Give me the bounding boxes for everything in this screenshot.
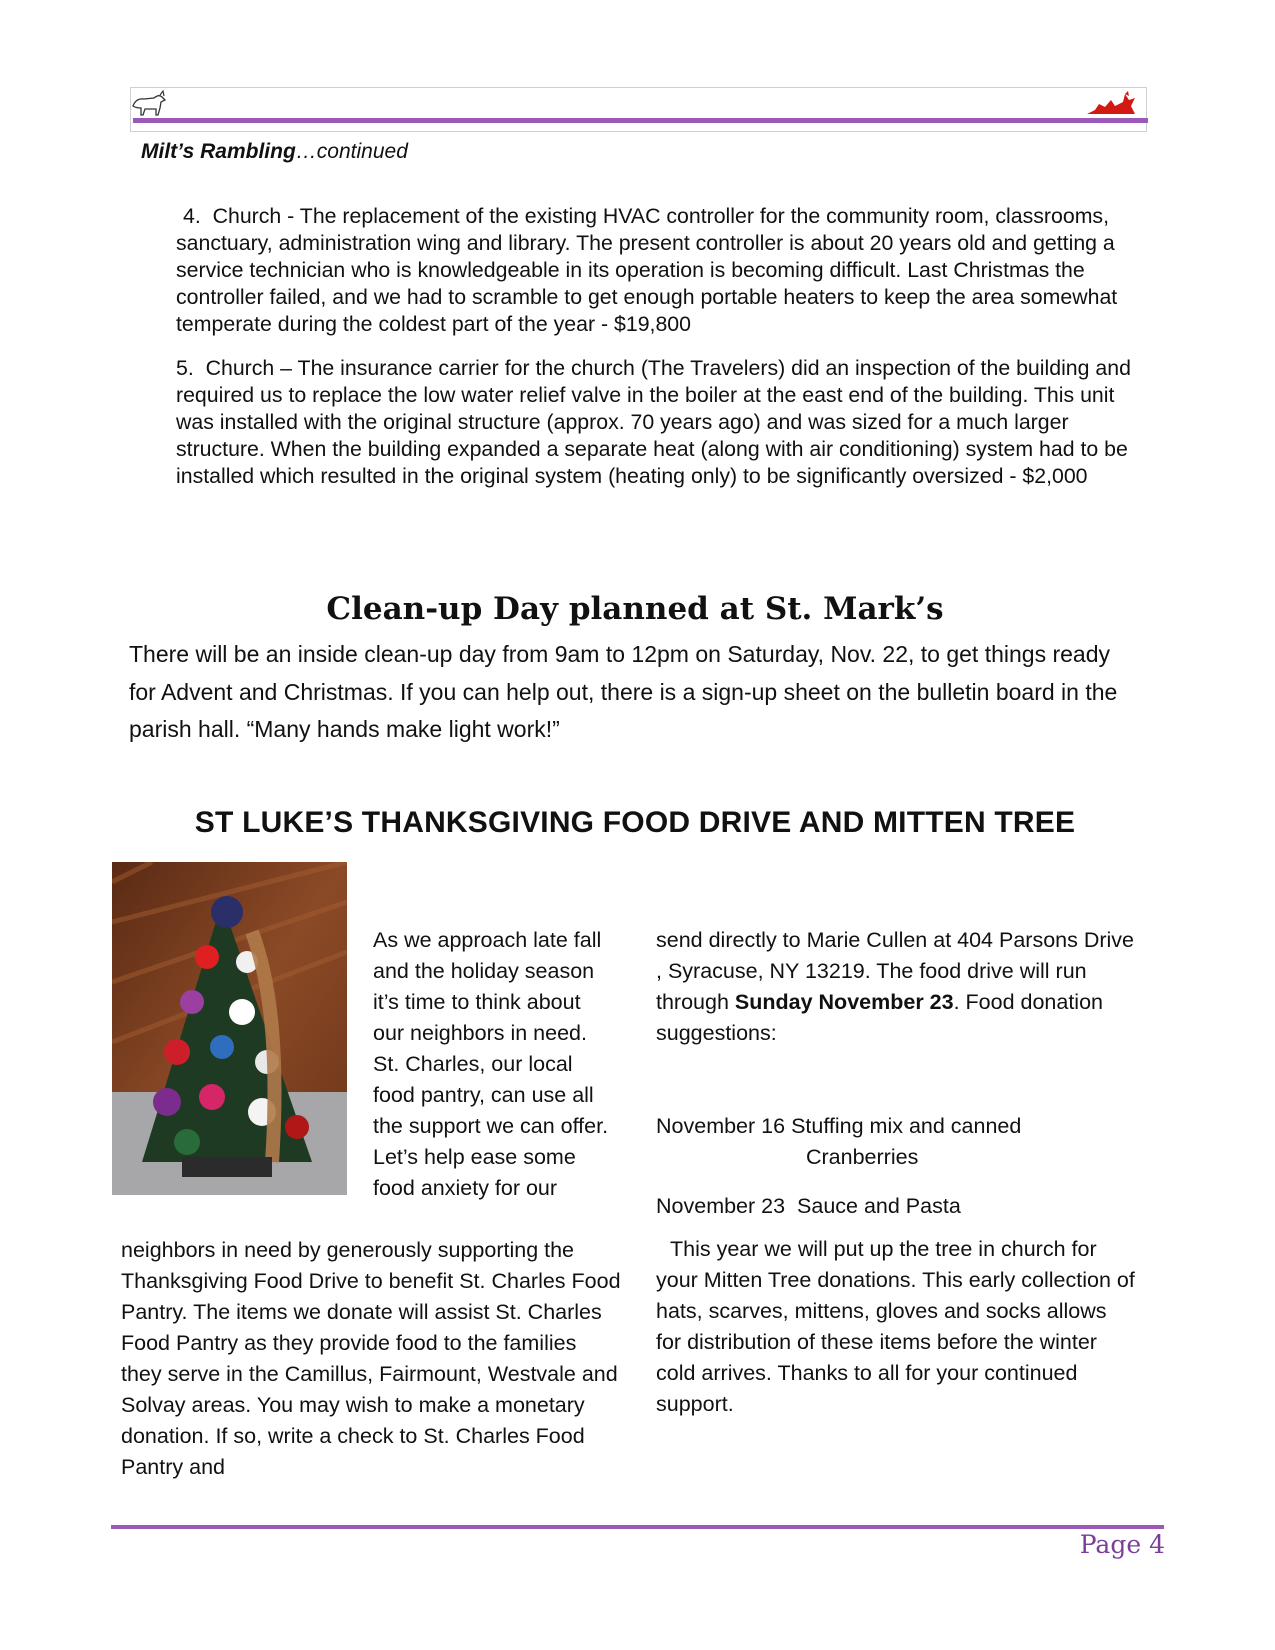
- item-text: Church - The replacement of the existing HVAC controller for the community room, classrooms, sanctuary, administration wing and library. The present controller is about 20 years old and getting a service technician who is knowledgeable in its operation is becoming difficult. Last Christmas the controller failed, and we had to scramble to get enough portable heaters to keep the area somewhat temperate during the coldest part of the year - $19,800: [176, 204, 1118, 336]
- item-number: 4.: [183, 204, 201, 228]
- food-drive-intro: As we approach late fall and the holiday season it’s time to think about our neighbors in need. St. Charles, our local food pantry, can use all the support we can offer. Let’s help ease some food anxiety for our: [373, 928, 609, 1200]
- suggestions-lead: . Food donation suggestions:: [656, 990, 1103, 1045]
- food-drive-details: neighbors in need by generously supporting the Thanksgiving Food Drive to benefit St. Charles Food Pantry. The items we donate will assist St. Charles Food Pantry as they provide food to the families they serve in the Camillus, Fairmount, Westvale and Solvay areas. You may wish to make a monetary donation. If so, write a check to St. Charles Food Pantry and: [121, 1238, 621, 1479]
- schedule-item: [656, 1191, 1136, 1222]
- rambling-continued: …continued: [295, 140, 408, 163]
- cleanup-body: There will be an inside clean-up day from 9am to 12pm on Saturday, Nov. 22, to get things ready for Advent and Christmas. If you can help out, there is a sign-up sheet on the bulletin board in the parish hall. “Many hands make light work!”: [129, 641, 1118, 742]
- contact-text: send directly to Marie Cullen at 404 Parsons Drive , Syracuse, NY 13219. The food drive will run through: [656, 928, 1134, 1014]
- food-drive-title: ST LUKE’S THANKSGIVING FOOD DRIVE AND MITTEN TREE: [194, 806, 1076, 839]
- mitten-tree-text: [656, 1234, 1136, 1420]
- mitten-tree-photo: [112, 862, 347, 1195]
- food-drive-contact: [656, 925, 1136, 1049]
- item-text: Church – The insurance carrier for the church (The Travelers) did an inspection of the building and required us to replace the low water relief valve in the boiler at the east end of the building. This unit was installed with the original structure (approx. 70 years ago) and was sized for a much larger structure. When the building expanded a separate heat (along with air conditioning) system had to be installed which resulted in the original system (heating only) to be significantly oversized - $2,000: [176, 356, 1131, 488]
- deadline-date: Sunday November 23: [734, 990, 954, 1014]
- rambling-heading: [141, 140, 408, 164]
- schedule-date: November 16: [656, 1114, 786, 1138]
- schedule-date: November 23: [656, 1194, 786, 1218]
- schedule-items: Sauce and Pasta: [797, 1194, 961, 1218]
- dog-silhouette-icon: [130, 88, 168, 118]
- page-number: Page 4: [1079, 1530, 1165, 1559]
- cleanup-title: Clean-up Day planned at St. Mark’s: [326, 591, 944, 627]
- mitten-tree-body: This year we will put up the tree in church for your Mitten Tree donations. This early collection of hats, scarves, mittens, gloves and socks allows for distribution of these items before the winter cold arrives. Thanks to all for your continued support.: [656, 1237, 1135, 1416]
- header-rule: [133, 118, 1148, 123]
- rambling-item-4: [176, 203, 1146, 338]
- header-frame: [130, 87, 1147, 132]
- schedule-item: [656, 1111, 1136, 1142]
- food-drive-right-column: [656, 925, 1136, 1420]
- rambling-title: Milt’s Rambling: [141, 140, 296, 163]
- footer-rule: [111, 1525, 1164, 1529]
- schedule-item-continued: Cranberries: [806, 1145, 919, 1169]
- schedule-items: Stuffing mix and canned: [791, 1114, 1022, 1138]
- rambling-item-5: [176, 355, 1146, 490]
- item-number: 5.: [176, 356, 194, 380]
- red-dragon-icon: [1085, 90, 1137, 120]
